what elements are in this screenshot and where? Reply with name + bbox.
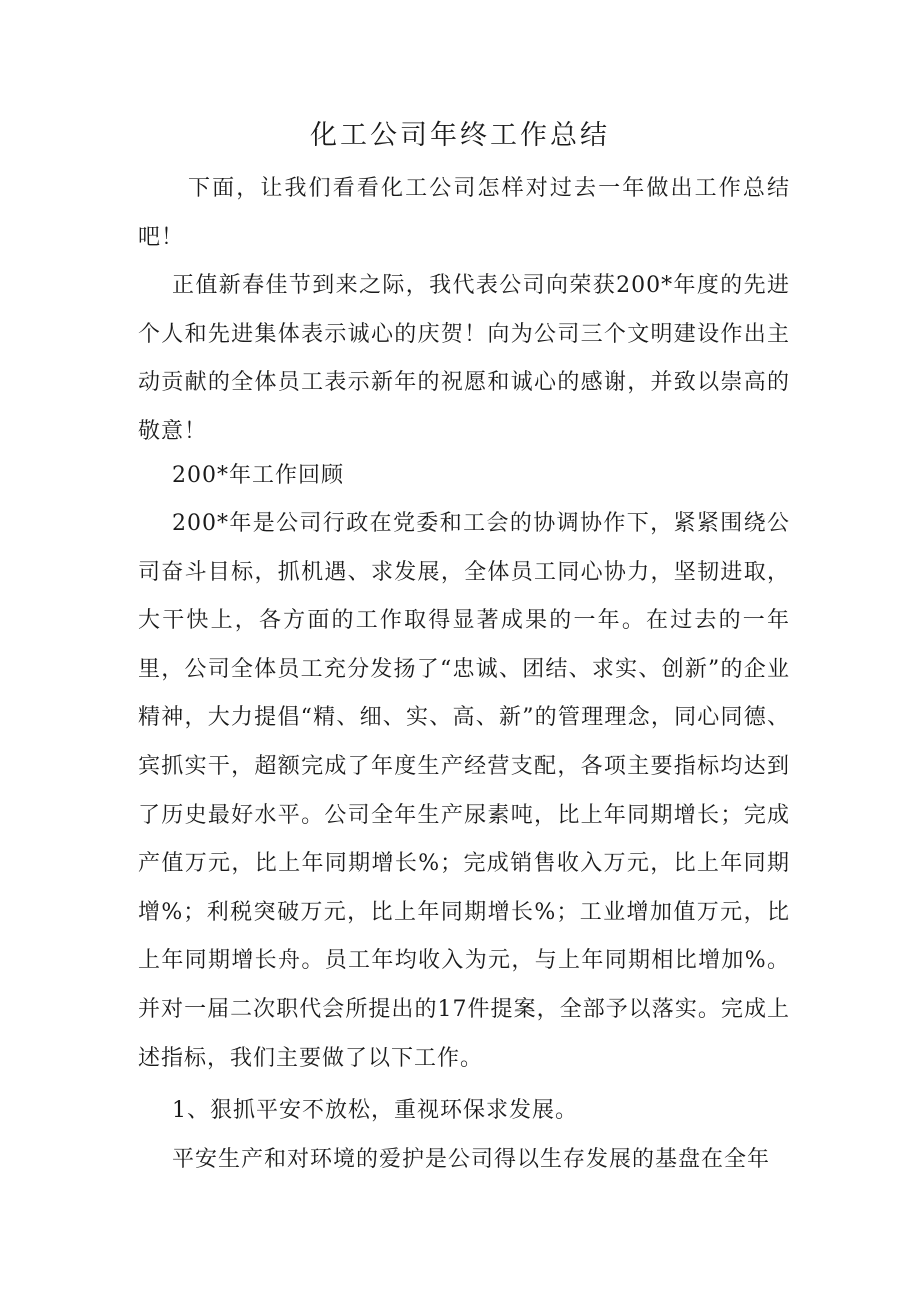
- review-paragraph: 200*年是公司行政在党委和工会的协调协作下，紧紧围绕公司奋斗目标，抓机遇、求发展，全体员工同心协力，坚韧进取，大干快上，各方面的工作取得显著成果的一年。在过去的一年里，公司全体员工充分发扬了“忠诚、团结、求实、创新”的企业精神，大力提倡“精、细、实、高、新”的管理理念，同心同德、宾抓实干，超额完成了年度生产经营支配，各项主要指标均达到了历史最好水平。公司全年生产尿素吨，比上年同期增长；完成产值万元，比上年同期增长%；完成销售收入万元，比上年同期增%；利税突破万元，比上年同期增长%；工业增加值万元，比上年同期增长舟。员工年均收入为元，与上年同期相比增加%。并对一届二次职代会所提出的17件提案，全部予以落实。完成上述指标，我们主要做了以下工作。: [138, 511, 790, 1071]
- intro-paragraph: 下面，让我们看看化工公司怎样对过去一年做出工作总结吧！: [138, 176, 790, 250]
- section-heading-review: 200*年工作回顾: [172, 463, 344, 488]
- subheading-safety: 1、狠抓平安不放松，重视环保求发展。: [172, 1098, 578, 1123]
- greeting-paragraph: 正值新春佳节到来之际，我代表公司向荣获200*年度的先进个人和先进集体表示诚心的庆贺！向为公司三个文明建设作出主动贡献的全体员工表示新年的祝愿和诚心的感谢，并致以崇高的敬意！: [138, 273, 790, 444]
- document-title: 化工公司年终工作总结: [310, 120, 610, 151]
- safety-paragraph: 平安生产和对环境的爱护是公司得以生存发展的基盘在全年: [172, 1147, 771, 1172]
